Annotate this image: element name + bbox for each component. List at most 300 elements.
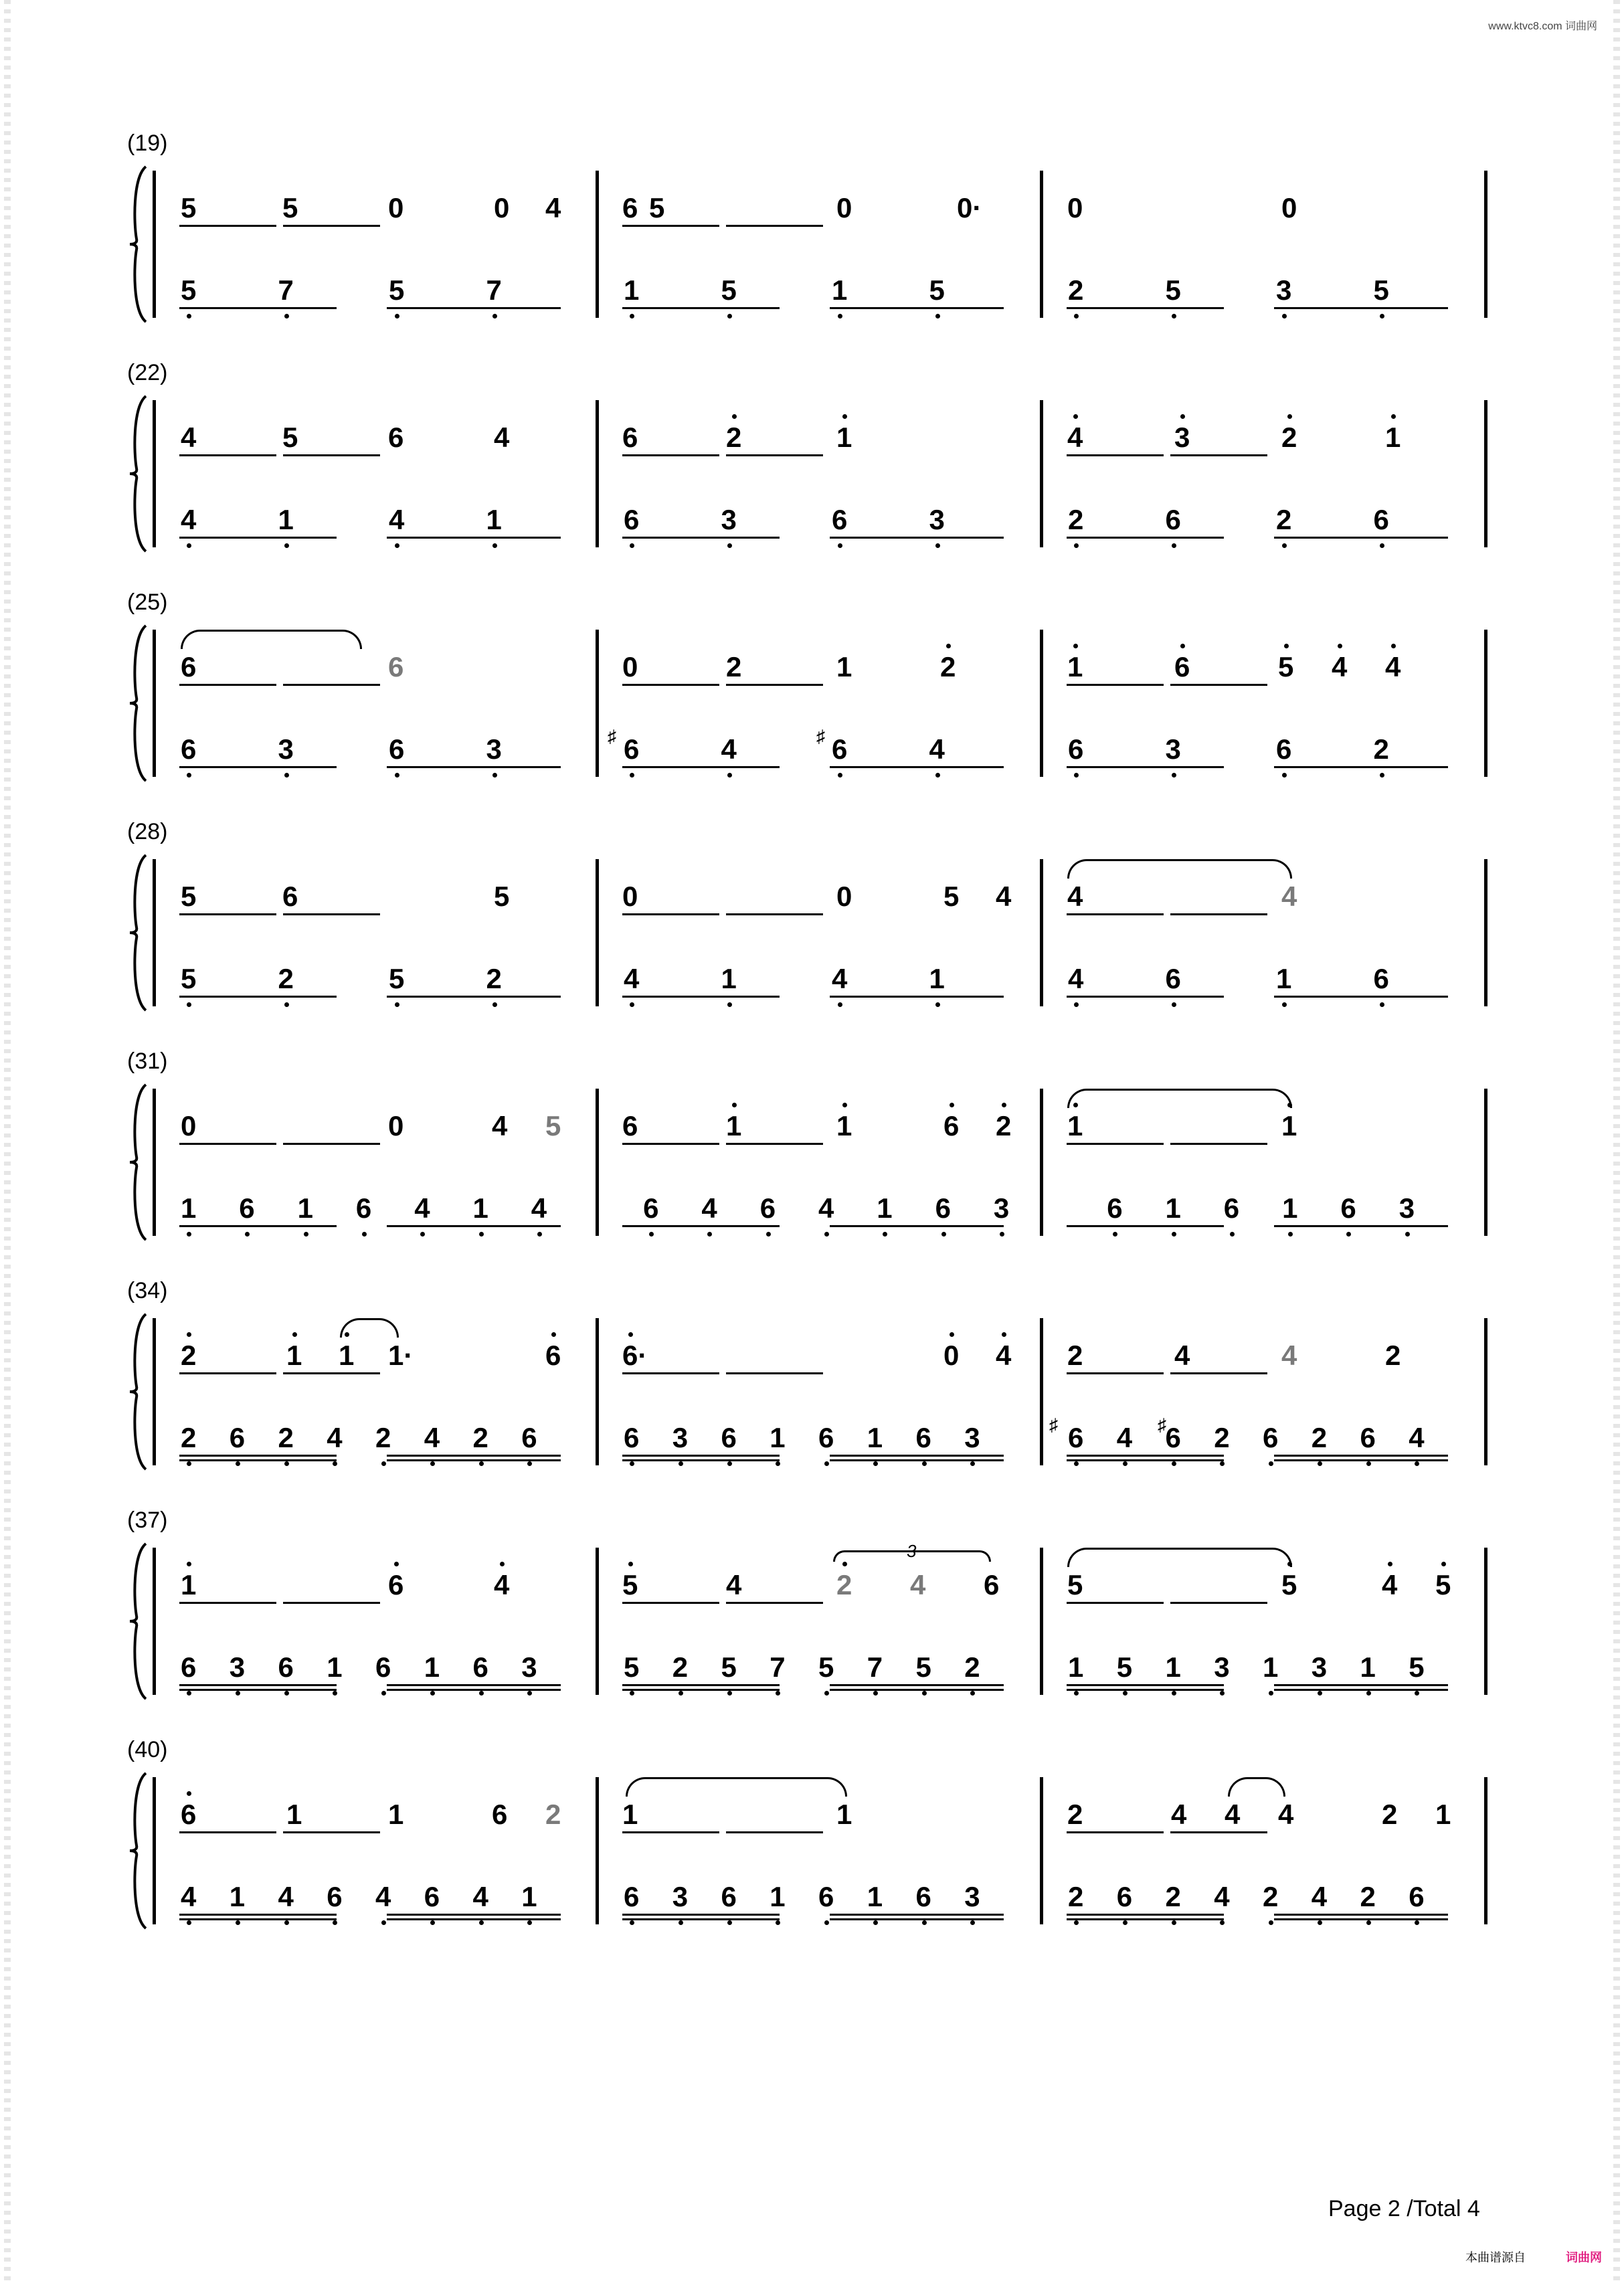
beam-line	[622, 537, 780, 539]
octave-dot-below	[935, 543, 940, 548]
octave-dot-below	[1366, 1691, 1371, 1696]
octave-dot	[394, 1562, 399, 1566]
barline	[1040, 1318, 1043, 1465]
octave-dot-below	[395, 314, 399, 318]
upper-note: 2	[1385, 1340, 1401, 1371]
beam-line	[179, 766, 337, 768]
beam-line	[1067, 1455, 1224, 1457]
upper-note: 5	[181, 192, 197, 223]
upper-note: 5	[1435, 1569, 1451, 1601]
beam-line	[179, 225, 276, 227]
octave-dot	[500, 1562, 505, 1566]
beam-line	[622, 1143, 719, 1145]
lower-note: 4	[1068, 963, 1084, 994]
lower-note: 5	[1165, 274, 1181, 306]
octave-dot	[1284, 644, 1289, 648]
barline	[153, 630, 156, 777]
lower-note: 6	[818, 1881, 834, 1912]
lower-note: 4	[1214, 1881, 1230, 1912]
octave-dot-below	[824, 1232, 829, 1237]
barline	[596, 1548, 599, 1695]
lower-note: 3	[1214, 1651, 1230, 1683]
lower-note: 5	[1116, 1651, 1133, 1683]
octave-dot-below	[1415, 1691, 1419, 1696]
octave-dot-below	[1380, 1002, 1384, 1007]
upper-note: 6	[388, 651, 404, 682]
upper-note: 4	[1171, 1799, 1187, 1830]
lower-note: 2	[1165, 1881, 1181, 1912]
lower-note: 6	[832, 504, 848, 535]
beam-line	[283, 225, 380, 227]
octave-dot-below	[1172, 314, 1176, 318]
octave-dot-below	[649, 1232, 654, 1237]
octave-dot-below	[922, 1920, 927, 1925]
beam-line	[622, 1689, 780, 1691]
lower-note: 4	[181, 504, 197, 535]
octave-dot-below	[776, 1461, 780, 1466]
lower-note: 2	[486, 963, 502, 994]
lower-note: 5	[721, 274, 737, 306]
lower-note: 6	[1068, 1422, 1084, 1453]
lower-note: 2	[1311, 1422, 1328, 1453]
upper-note: 2	[1067, 1340, 1083, 1371]
octave-dot-below	[430, 1691, 435, 1696]
upper-note: 0	[181, 1110, 197, 1142]
beam-line	[1067, 1914, 1224, 1916]
upper-note: 1	[286, 1340, 302, 1371]
upper-note: 5	[282, 422, 298, 453]
barline	[596, 171, 599, 318]
beam-line	[387, 537, 561, 539]
beam-line	[622, 1602, 719, 1604]
beam-line	[622, 766, 780, 768]
upper-note: 4	[1067, 422, 1083, 453]
octave-dot-below	[1366, 1461, 1371, 1466]
beam-line	[622, 307, 780, 309]
beam-line	[387, 1918, 561, 1920]
beam-line	[283, 1602, 380, 1604]
lower-note: 6	[1373, 504, 1389, 535]
octave-dot-below	[1220, 1691, 1225, 1696]
beam-line	[1274, 307, 1448, 309]
beam-line	[1067, 1831, 1164, 1833]
beam-line	[283, 913, 380, 915]
lower-note: 3	[278, 733, 294, 765]
upper-note: 5	[1278, 651, 1294, 682]
octave-dot-below	[527, 1920, 532, 1925]
barline	[153, 1089, 156, 1236]
octave-dot-below	[1346, 1232, 1351, 1237]
octave-dot-below	[1074, 1002, 1079, 1007]
beam-line	[830, 1455, 1004, 1457]
upper-note: 1	[622, 1799, 638, 1830]
beam-line	[1067, 1689, 1224, 1691]
octave-dot-below	[236, 1691, 240, 1696]
upper-note: 2	[836, 1569, 852, 1601]
upper-note: 3	[1174, 422, 1190, 453]
lower-note: 5	[181, 963, 197, 994]
octave-dot-below	[284, 773, 289, 778]
lower-note: 4	[181, 1881, 197, 1912]
beam-line	[1170, 1602, 1267, 1604]
upper-note: 2	[1067, 1799, 1083, 1830]
upper-note: 0·	[957, 192, 982, 223]
octave-dot-below	[304, 1232, 308, 1237]
lower-note: 4	[414, 1192, 430, 1224]
octave-dot	[628, 1562, 633, 1566]
beam-line	[1067, 684, 1164, 686]
right-watermark-strip	[1613, 0, 1620, 2283]
barline	[596, 1089, 599, 1236]
octave-dot	[1002, 1332, 1006, 1337]
octave-dot-below	[1282, 543, 1287, 548]
octave-dot-below	[630, 1461, 634, 1466]
octave-dot-below	[187, 1691, 191, 1696]
beam-line	[1067, 1684, 1224, 1686]
lower-note: 2	[1373, 733, 1389, 765]
beam-line	[726, 684, 823, 686]
octave-dot-below	[1415, 1920, 1419, 1925]
octave-dot-below	[935, 314, 940, 318]
beam-line	[1067, 913, 1164, 915]
upper-note: 0	[836, 881, 852, 912]
beam-line	[387, 307, 561, 309]
measure-number: (37)	[127, 1508, 168, 1533]
octave-dot	[1391, 644, 1396, 648]
octave-dot-below	[395, 543, 399, 548]
measure-number: (28)	[127, 819, 168, 844]
music-system	[127, 360, 1492, 581]
beam-line	[830, 996, 1004, 998]
upper-note: 4	[1281, 881, 1297, 912]
grand-staff-brace	[127, 393, 151, 554]
lower-note: 4	[624, 963, 640, 994]
octave-dot-below	[479, 1232, 484, 1237]
barline	[1484, 1089, 1487, 1236]
upper-note: 0	[622, 881, 638, 912]
lower-note: 6	[1360, 1422, 1376, 1453]
beam-line	[1274, 996, 1448, 998]
octave-dot-below	[395, 1002, 399, 1007]
beam-line	[1274, 1684, 1448, 1686]
beam-line	[1067, 766, 1224, 768]
grand-staff-brace	[127, 1082, 151, 1243]
octave-dot	[946, 644, 951, 648]
barline	[1484, 400, 1487, 547]
lower-note: 4	[1116, 1422, 1133, 1453]
octave-dot-below	[824, 1920, 829, 1925]
lower-note: 6	[935, 1192, 951, 1224]
beam-line	[830, 1914, 1004, 1916]
beam-line	[1067, 1459, 1224, 1461]
lower-note: 3	[486, 733, 502, 765]
octave-dot-below	[1282, 314, 1287, 318]
octave-dot-below	[1230, 1232, 1235, 1237]
lower-note: 3	[964, 1881, 980, 1912]
octave-dot-below	[236, 1920, 240, 1925]
lower-note: 6	[1068, 733, 1084, 765]
beam-line	[830, 1918, 1004, 1920]
lower-note: 4	[721, 733, 737, 765]
beam-line	[387, 1455, 561, 1457]
upper-note: 1	[1067, 1110, 1083, 1142]
beam-line	[1274, 766, 1448, 768]
beam-line	[1274, 1914, 1448, 1916]
octave-dot-below	[479, 1461, 484, 1466]
barline	[1484, 1548, 1487, 1695]
lower-note: 3	[964, 1422, 980, 1453]
beam-line	[622, 913, 719, 915]
octave-dot-below	[1269, 1920, 1273, 1925]
lower-note: 1	[867, 1881, 883, 1912]
lower-note: 7	[770, 1651, 786, 1683]
octave-dot-below	[333, 1920, 337, 1925]
beam-line	[1170, 1831, 1267, 1833]
barline	[153, 1318, 156, 1465]
octave-dot-below	[381, 1920, 386, 1925]
measure-number: (19)	[127, 130, 168, 156]
octave-dot-below	[187, 314, 191, 318]
sharp-sign: ♯	[1049, 1414, 1058, 1435]
upper-note: 2	[1281, 422, 1297, 453]
octave-dot-below	[1366, 1920, 1371, 1925]
beam-line	[622, 1455, 780, 1457]
octave-dot-below	[873, 1691, 878, 1696]
octave-dot	[732, 414, 737, 419]
upper-note: 6	[181, 651, 197, 682]
triplet-mark: 3	[907, 1541, 917, 1561]
lower-note: 1	[770, 1881, 786, 1912]
octave-dot-below	[922, 1691, 927, 1696]
beam-line	[179, 1459, 337, 1461]
beam-line	[622, 684, 719, 686]
lower-note: 6	[1223, 1192, 1240, 1224]
octave-dot	[551, 1332, 556, 1337]
octave-dot-below	[1288, 1232, 1293, 1237]
beam-line	[179, 1914, 337, 1916]
octave-dot-below	[679, 1691, 683, 1696]
octave-dot-below	[492, 773, 497, 778]
lower-note: 1	[832, 274, 848, 306]
upper-note: 4	[996, 1340, 1012, 1371]
octave-dot-below	[492, 1002, 497, 1007]
lower-note: 1	[1165, 1651, 1181, 1683]
octave-dot-below	[935, 1002, 940, 1007]
lower-note: 6	[1409, 1881, 1425, 1912]
barline	[1040, 1548, 1043, 1695]
lower-note: 6	[624, 1881, 640, 1912]
beam-line	[622, 225, 719, 227]
octave-dot	[1441, 1562, 1446, 1566]
upper-note: 5	[181, 881, 197, 912]
beam-line	[387, 1689, 561, 1691]
barline	[1040, 400, 1043, 547]
grand-staff-brace	[127, 852, 151, 1013]
octave-dot-below	[479, 1920, 484, 1925]
lower-note: 6	[915, 1422, 931, 1453]
grand-staff-brace	[127, 164, 151, 325]
octave-dot-below	[1172, 1691, 1176, 1696]
upper-note: 1	[836, 1110, 852, 1142]
lower-note: 4	[278, 1881, 294, 1912]
lower-note: 5	[389, 963, 405, 994]
upper-note: 6	[388, 1569, 404, 1601]
upper-note: 0	[836, 192, 852, 223]
lower-note: 2	[1068, 504, 1084, 535]
lower-note: 6	[181, 733, 197, 765]
grand-staff-brace	[127, 1311, 151, 1472]
beam-line	[1274, 1459, 1448, 1461]
lower-note: 6	[818, 1422, 834, 1453]
beam-line	[726, 1372, 823, 1374]
octave-dot-below	[245, 1232, 250, 1237]
octave-dot	[1073, 414, 1078, 419]
lower-note: 5	[624, 1651, 640, 1683]
octave-dot-below	[1074, 773, 1079, 778]
upper-note: 4	[996, 881, 1012, 912]
page-number: Page 2 /Total 4	[1328, 2196, 1480, 2221]
beam-line	[179, 1918, 337, 1920]
upper-note: 4	[1281, 1340, 1297, 1371]
lower-note: 4	[389, 504, 405, 535]
octave-dot-below	[766, 1232, 771, 1237]
beam-line	[1170, 684, 1267, 686]
octave-dot-below	[727, 314, 732, 318]
barline	[1040, 1089, 1043, 1236]
beam-line	[830, 1225, 1004, 1227]
octave-dot	[1073, 644, 1078, 648]
upper-note: 6	[181, 1799, 197, 1830]
upper-note: 4	[494, 1569, 510, 1601]
lower-note: 1	[1068, 1651, 1084, 1683]
octave-dot-below	[727, 543, 732, 548]
lower-note: 5	[915, 1651, 931, 1683]
lower-note: 5	[929, 274, 945, 306]
octave-dot-below	[630, 1002, 634, 1007]
octave-dot-below	[333, 1691, 337, 1696]
barline	[153, 859, 156, 1006]
grand-staff-brace	[127, 1541, 151, 1702]
beam-line	[1170, 1143, 1267, 1145]
lower-note: 2	[964, 1651, 980, 1683]
octave-dot-below	[1172, 1232, 1176, 1237]
lower-note: 6	[1107, 1192, 1123, 1224]
octave-dot-below	[873, 1920, 878, 1925]
octave-dot	[1391, 414, 1396, 419]
lower-note: 6	[1263, 1422, 1279, 1453]
octave-dot	[628, 1332, 633, 1337]
octave-dot-below	[970, 1691, 975, 1696]
lower-note: 6	[759, 1192, 776, 1224]
upper-note: 6	[282, 881, 298, 912]
beam-line	[1274, 537, 1448, 539]
lower-note: 5	[1409, 1651, 1425, 1683]
beam-line	[283, 1372, 380, 1374]
lower-note: 1	[521, 1881, 537, 1912]
beam-line	[179, 1143, 276, 1145]
lower-note: 6	[424, 1881, 440, 1912]
octave-dot-below	[187, 1232, 191, 1237]
lower-note: 4	[1409, 1422, 1425, 1453]
lower-note: 6	[375, 1651, 391, 1683]
octave-dot-below	[941, 1232, 946, 1237]
lower-note: 6	[1165, 963, 1181, 994]
beam-line	[1067, 996, 1224, 998]
octave-dot-below	[707, 1232, 712, 1237]
octave-dot-below	[1000, 1232, 1004, 1237]
octave-dot-below	[1269, 1691, 1273, 1696]
octave-dot-below	[838, 543, 842, 548]
octave-dot-below	[1318, 1920, 1322, 1925]
beam-line	[622, 1459, 780, 1461]
octave-dot-below	[1220, 1461, 1225, 1466]
lower-note: 2	[181, 1422, 197, 1453]
upper-note: 4	[494, 422, 510, 453]
lower-note: 6	[278, 1651, 294, 1683]
octave-dot-below	[1172, 773, 1176, 778]
beam-line	[1274, 1918, 1448, 1920]
octave-dot	[732, 1103, 737, 1107]
sharp-sign: ♯	[608, 726, 616, 746]
lower-note: 4	[1311, 1881, 1328, 1912]
octave-dot	[187, 1332, 191, 1337]
octave-dot-below	[1282, 773, 1287, 778]
octave-dot-below	[284, 543, 289, 548]
octave-dot-below	[395, 773, 399, 778]
octave-dot-below	[727, 1920, 732, 1925]
barline	[1484, 1777, 1487, 1924]
lower-note: 6	[521, 1422, 537, 1453]
upper-note: 2	[996, 1110, 1012, 1142]
beam-line	[179, 1684, 337, 1686]
beam-line	[179, 1831, 276, 1833]
lower-note: 5	[1373, 274, 1389, 306]
octave-dot-below	[630, 773, 634, 778]
upper-note: 4	[726, 1569, 742, 1601]
beam-line	[726, 913, 823, 915]
beam-line	[830, 1689, 1004, 1691]
octave-dot-below	[430, 1461, 435, 1466]
octave-dot	[1180, 414, 1185, 419]
octave-dot-below	[727, 1691, 732, 1696]
beam-line	[179, 996, 337, 998]
slur-arc	[181, 630, 362, 649]
music-system	[127, 1508, 1492, 1728]
lower-note: 6	[721, 1422, 737, 1453]
octave-dot	[842, 1103, 847, 1107]
octave-dot-below	[1074, 1461, 1079, 1466]
octave-dot-below	[492, 543, 497, 548]
upper-note: 6	[388, 422, 404, 453]
octave-dot-below	[838, 773, 842, 778]
upper-note: 0	[388, 1110, 404, 1142]
upper-note: 1	[388, 1799, 404, 1830]
grand-staff-brace	[127, 623, 151, 784]
octave-dot	[950, 1103, 954, 1107]
upper-note: 0	[622, 651, 638, 682]
barline	[153, 400, 156, 547]
lower-note: 3	[721, 504, 737, 535]
measure-number: (25)	[127, 589, 168, 615]
lower-note: 2	[278, 1422, 294, 1453]
lower-note: 2	[1360, 1881, 1376, 1912]
lower-note: 2	[1068, 1881, 1084, 1912]
lower-note: 1	[229, 1881, 246, 1912]
lower-note: 3	[521, 1651, 537, 1683]
octave-dot-below	[838, 314, 842, 318]
upper-note: 0	[1281, 192, 1297, 223]
beam-line	[283, 684, 380, 686]
